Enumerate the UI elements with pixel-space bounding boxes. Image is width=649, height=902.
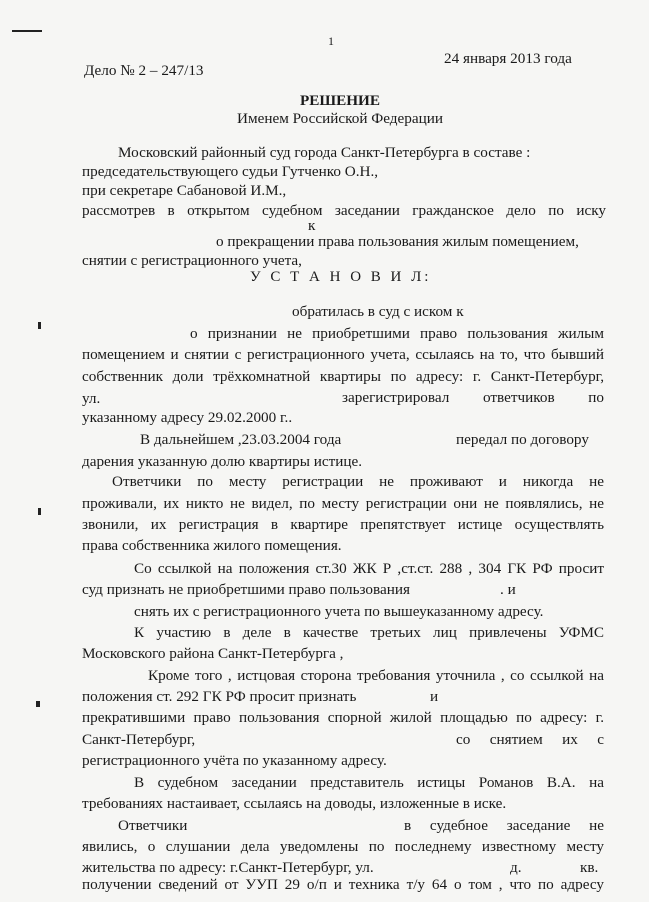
court-composition: Московский районный суд города Санкт-Петербурга в составе : [118,144,531,161]
body-line: . и [500,581,516,598]
body-line: В дальнейшем ,23.03.2004 года [140,431,342,448]
body-line: передал по договору [456,431,589,448]
body-line: Ответчики [118,817,188,834]
body-line: Московского района Санкт-Петербурга , [82,645,344,662]
claim-subject-2: снятии с регистрационного учета, [82,252,302,269]
body-line: Со ссылкой на положения ст.30 ЖК Р ,ст.ст. 288 , 304 ГК РФ просит [134,560,604,577]
body-line: суд признать не приобретшими право пользования [82,581,410,598]
body-line: Санкт-Петербург, [82,731,196,748]
case-number: Дело № 2 – 247/13 [84,62,204,79]
body-line: требованиях настаивает, ссылаясь на доводы, изложенные в иске. [82,795,507,812]
body-line: дарения указанную долю квартиры истице. [82,453,363,470]
body-line: снять их с регистрационного учета по вышеуказанному адресу. [134,603,544,620]
court-secretary: при секретаре Сабановой И.М., [82,182,287,199]
body-line: указанному адресу 29.02.2000 г.. [82,409,293,426]
body-line: Кроме того , истцовая сторона требования уточнила , со ссылкой на [148,667,604,684]
body-line: кв. [580,859,599,876]
body-line: собственник доли трёхкомнатной квартиры по адресу: г. Санкт-Петербург, [82,368,604,385]
body-line: со снятием их с [456,731,604,748]
body-line: и [430,688,439,705]
scan-mark-left-1 [38,322,41,329]
body-line: Ответчики по месту регистрации не проживают и никогда не [112,473,604,490]
hearing-text: рассмотрев в открытом судебном заседании гражданское дело по иску [82,202,606,219]
scan-mark-top-left [12,30,42,32]
body-line: о признании не приобретшими право пользования жилым [190,325,604,342]
body-line: д. [510,859,522,876]
body-line: К участию в деле в качестве третьих лиц привлечены УФМС [134,624,604,641]
document-date: 24 января 2013 года [444,50,572,67]
scan-mark-left-2 [38,508,41,515]
section-heading: У С Т А Н О В И Л: [250,269,432,285]
body-line: помещением и снятии с регистрационного учета, ссылаясь на то, что бывший [82,346,604,363]
body-line: зарегистрировал ответчиков по [342,389,604,406]
body-line: получении сведений от УУП 29 о/п и техника т/у 64 о том , что по адресу [82,876,604,893]
body-line: проживали, их никто не видел, по месту регистрации они не появлялись, не [82,495,604,512]
body-line: ул. [82,390,101,407]
document-subtitle: Именем Российской Федерации [237,110,443,127]
body-line: В судебном заседании представитель истицы Романов В.А. на [134,774,604,791]
presiding-judge: председательствующего судьи Гутченко О.Н., [82,163,379,180]
body-line: в судебное заседание не [404,817,604,834]
page-number: 1 [328,34,334,48]
body-line: жительства по адресу: г.Санкт-Петербург, ул. [82,859,374,876]
body-line: звонили, их регистрация в квартире препятствует истице осуществлять [82,516,604,533]
body-line: регистрационного учёта по указанному адресу. [82,752,387,769]
body-line: положения ст. 292 ГК РФ просит признать [82,688,357,705]
body-line: явились, о слушании дела уведомлены по последнему известному месту [82,838,604,855]
body-line: права собственника жилого помещения. [82,537,342,554]
body-line: обратилась в суд с иском к [292,303,464,320]
scan-mark-left-3 [36,701,40,707]
claim-against: к [308,217,316,234]
claim-subject-1: о прекращении права пользования жилым помещением, [216,233,579,250]
document-title: РЕШЕНИЕ [300,92,380,109]
body-line: прекратившими право пользования спорной жилой площадью по адресу: г. [82,709,604,726]
